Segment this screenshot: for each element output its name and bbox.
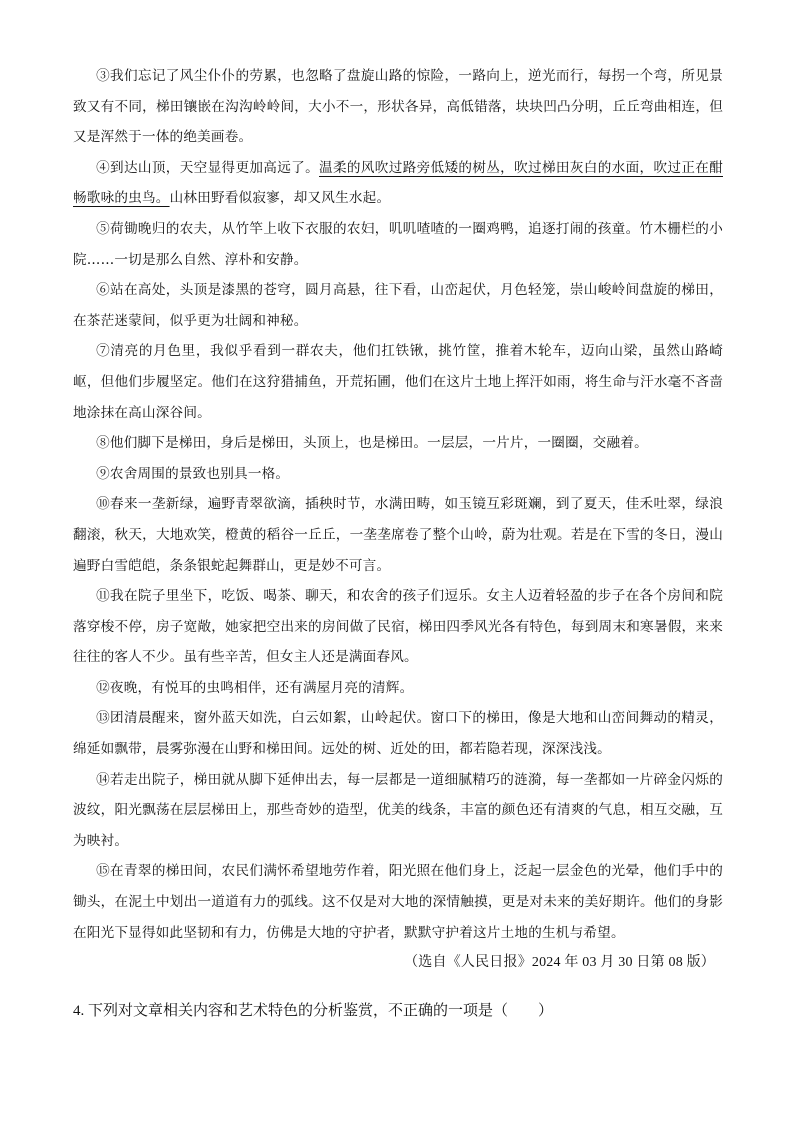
- paragraph-15: ⑮在青翠的梯田间，农民们满怀希望地劳作着，阳光照在他们身上，泛起一层金色的光晕，他们手中的锄头，在泥土中划出一道道有力的弧线。这不仅是对大地的深情触摸，更是对未来的美好期许。他们的身影在阳光下显得如此坚韧和有力，仿佛是大地的守护者，默默守护着这片土地的生机与希望。: [73, 863, 723, 941]
- source-citation: （选自《人民日报》2024 年 03 月 30 日第 08 版）: [404, 955, 715, 971]
- paragraph-4-start: ④到达山顶，天空显得更加高远了。: [96, 159, 320, 176]
- paragraph-5: ⑤荷锄晚归的农夫，从竹竿上收下衣服的农妇，叽叽喳喳的一圈鸡鸭，追逐打闹的孩童。竹木栅栏的小院……一切是那么自然、淳朴和安静。: [73, 220, 723, 268]
- question-4: 4. 下列对文章相关内容和艺术特色的分析鉴赏，不正确的一项是（ ）: [73, 1003, 554, 1019]
- article-body: [73, 61, 723, 979]
- paragraph-10: ⑩春来一垄新绿，遍野青翠欲滴，插秧时节，水满田畴，如玉镜互彩斑斓，到了夏天，佳禾吐翠，绿浪翻滚，秋天，大地欢笑，橙黄的稻谷一丘丘，一垄垄席卷了整个山岭，蔚为壮观。若是在下雪的冬日，漫山遍野白雪皑皑，条条银蛇起舞群山，更是妙不可言。: [73, 496, 723, 574]
- paragraph-9: ⑨农舍周围的景致也别具一格。: [96, 465, 290, 482]
- paragraph-4-end: 山林田野看似寂寥，却又风生水起。: [169, 190, 391, 207]
- paragraph-7: ⑦清亮的月色里，我似乎看到一群农夫，他们扛铁锹，挑竹筐，推着木轮车，迈向山梁，虽然山路崎岖，但他们步履坚定。他们在这狩猎捕鱼，开荒拓圃，他们在这片土地上挥汗如雨，将生命与汗水毫不吝啬地涂抹在高山深谷间。: [73, 343, 723, 421]
- paragraph-14: ⑭若走出院子，梯田就从脚下延伸出去，每一层都是一道细腻精巧的涟漪，每一垄都如一片碎金闪烁的波纹，阳光飘荡在层层梯田上，那些奇妙的造型，优美的线条，丰富的颜色还有清爽的气息，相互交融，互为映衬。: [73, 771, 723, 849]
- paragraph-13: ⑬团清晨醒来，窗外蓝天如洗，白云如絮，山岭起伏。窗口下的梯田，像是大地和山峦间舞动的精灵，绵延如飘带，晨雾弥漫在山野和梯田间。远处的树、近处的田，都若隐若现，深深浅浅。: [73, 710, 723, 758]
- underlined-sentence: 温柔的风吹过路旁低矮的树丛，吹过梯田灰白的水面，吹过正在酣畅歌咏的虫鸟。: [73, 159, 723, 207]
- paragraph-12: ⑫夜晚，有悦耳的虫鸣相伴，还有满屋月亮的清辉。: [96, 679, 414, 696]
- paragraph-3: ③我们忘记了风尘仆仆的劳累，也忽略了盘旋山路的惊险，一路向上，逆光而行，每拐一个弯，所见景致又有不同，梯田镶嵌在沟沟岭岭间，大小不一，形状各异，高低错落，块块凹凸分明，丘丘弯曲相连，但又是浑然于一体的绝美画卷。: [73, 68, 723, 146]
- paragraph-11: ⑪我在院子里坐下，吃饭、喝茶、聊天，和农舍的孩子们逗乐。女主人迈着轻盈的步子在各个房间和院落穿梭不停，房子宽敞，她家把空出来的房间做了民宿，梯田四季风光各有特色，每到周末和寒暑假，来来往往的客人不少。虽有些辛苦，但女主人还是满面春风。: [73, 588, 723, 666]
- paragraph-6: ⑥站在高处，头顶是漆黑的苍穹，圆月高悬，往下看，山峦起伏，月色轻笼，崇山峻岭间盘旋的梯田，在茶茫迷蒙间，似乎更为壮阔和神秘。: [73, 282, 723, 329]
- paragraph-8: ⑧他们脚下是梯田，身后是梯田，头顶上，也是梯田。一层层，一片片，一圈圈，交融着。: [96, 435, 648, 452]
- paragraph-4: [73, 153, 723, 214]
